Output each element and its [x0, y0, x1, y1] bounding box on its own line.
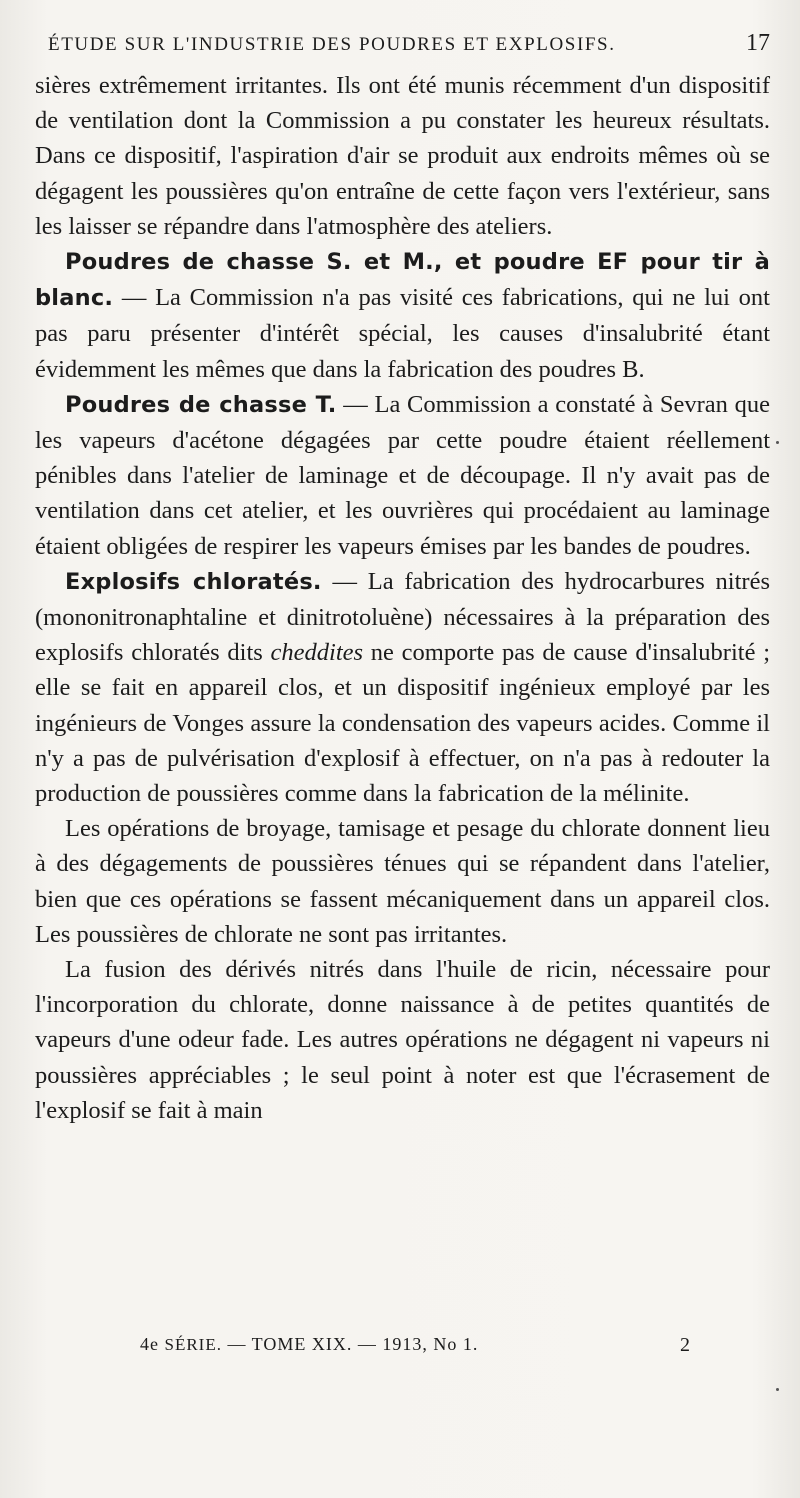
paragraph-text: — La Commission a constaté à Sevran que les vapeurs d'acétone dégagées par cette poudre étaient réellement pénibles dans l'atelier de laminage et de découpage. Il n'y avait pas de ventilation dans cet atelier, et les ouvrières qui procédaient au laminage étaient obligées de respirer les vapeurs émises par les bandes de poudres.: [35, 390, 770, 560]
series-line: [140, 1334, 478, 1357]
signature-mark: 2: [680, 1334, 690, 1356]
section-heading-poudres-t: Poudres de chasse T.: [65, 391, 337, 418]
italic-term: cheddites: [270, 639, 364, 667]
paragraph-explosifs-chlorates: [35, 564, 770, 811]
paragraph-poudres-s-m: [35, 244, 770, 387]
paragraph-fusion: La fusion des dérivés nitrés dans l'huile de ricin, nécessaire pour l'incorporation du chlorate, donne naissance à de petites quantités de vapeurs d'une odeur fade. Les autres opérations ne dégagent ni vapeurs ni poussières appréciables ; le seul point à noter est que l'écrasement de l'explosif se fait à main: [35, 956, 770, 1124]
running-head: [48, 30, 770, 62]
paragraph-continuation: sières extrêmement irritantes. Ils ont été munis récemment d'un dispositif de ventilation dont la Commission a pu constater les heureux résultats. Dans ce dispositif, l'aspiration d'air se produit aux endroits mêmes où se dégagent les poussières qu'on entraîne de cette façon vers l'extérieur, sans les laisser se répandre dans l'atmosphère des ateliers.: [35, 72, 770, 240]
paragraph-text: ne comporte pas de cause d'insalubrité ; elle se fait en appareil clos, et un dispositif ingénieux employé par les ingénieurs de Vonges assure la condensation des vapeurs acides. Comme il n'y a pas de pulvérisation d'explosif à effectuer, on n'a pas à redouter la production de poussières comme dans la fabrication de la mélinite.: [35, 639, 770, 808]
paragraph-broyage: Les opérations de broyage, tamisage et pesage du chlorate donnent lieu à des dégagements de poussières ténues qui se répandent dans l'atelier, bien que ces opérations se fassent mécaniquement dans un appareil clos. Les poussières de chlorate ne sont pas irritantes.: [35, 815, 770, 948]
paragraph-text: — La Commission n'a pas visité ces fabrications, qui ne lui ont pas paru présenter d'intérêt spécial, les causes d'insalubrité étant évidemment les mêmes que dans la fabrication des poudres B.: [35, 284, 770, 383]
paragraph-text: — La fabrication des hydrocarbures nitrés (mononitronaphtaline et dinitrotoluène) nécessaires à la préparation des explosifs chloratés dits: [35, 567, 770, 667]
print-speck: [776, 1388, 779, 1391]
section-heading-poudres-s-m: Poudres de chasse S. et M., et poudre EF pour tir à blanc.: [35, 249, 770, 312]
tome-line: — TOME XIX. — 1913, No 1.: [227, 1334, 479, 1354]
section-heading-explosifs-chlorates: Explosifs chloratés.: [65, 568, 322, 595]
body-text: [35, 68, 770, 1128]
print-speck: [776, 441, 779, 444]
series-number: 4e: [140, 1334, 159, 1354]
page-number: 17: [746, 30, 770, 56]
running-title: ÉTUDE SUR L'INDUSTRIE DES POUDRES ET EXPLOSIFS.: [48, 34, 616, 55]
series-word: SÉRIE.: [164, 1335, 222, 1354]
paragraph-poudres-t: [35, 387, 770, 564]
page-footer: [140, 1334, 690, 1357]
